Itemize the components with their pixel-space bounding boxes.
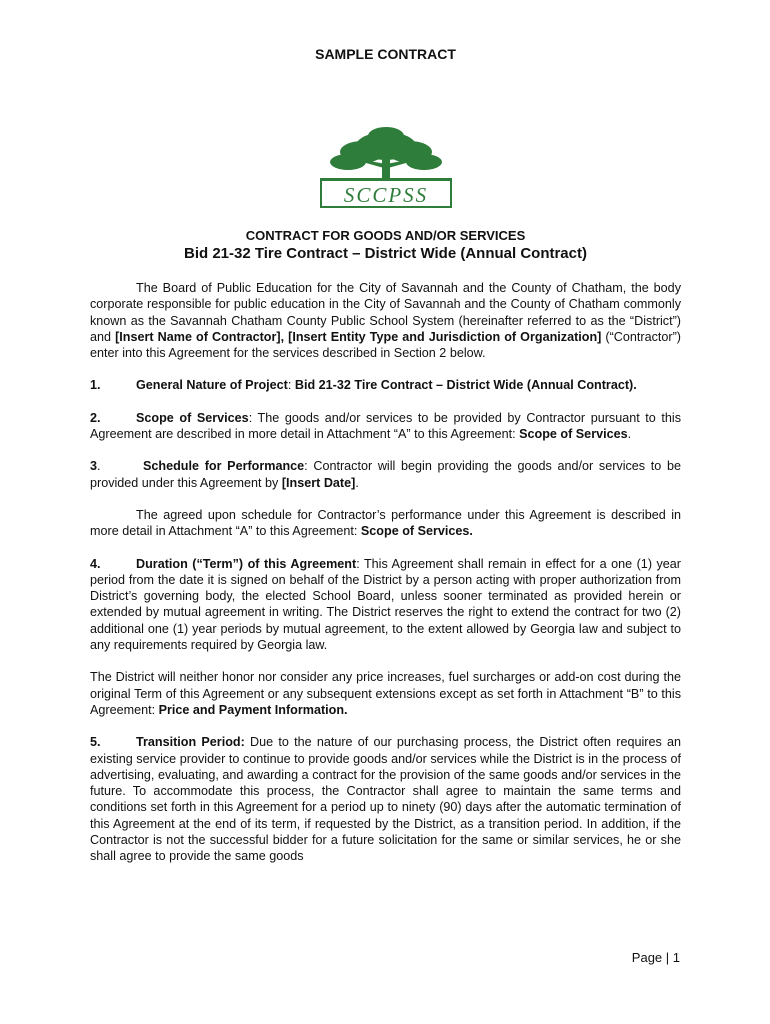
section-2: 2. Scope of Services: The goods and/or services to be provided by Contractor pursuant to this Agreement are described in more detail in Attachment “A” to this Agreement: Scope of Services. <box>90 410 681 442</box>
section-3-schedule: The agreed upon schedule for Contractor’s performance under this Agreement is described in more detail in Attachment “A” to this Agreement: Scope of Services. <box>90 507 681 539</box>
section-1: 1. General Nature of Project: Bid 21-32 Tire Contract – District Wide (Annual Contract). <box>90 378 637 393</box>
document-title: SAMPLE CONTRACT <box>315 46 456 62</box>
contract-body <box>90 280 681 881</box>
section-3: 3. Schedule for Performance: Contractor will begin providing the goods and/or services to be provided under this Agreement by [Insert Date]. <box>90 459 681 490</box>
section-4: 4. Duration (“Term”) of this Agreement: This Agreement shall remain in effect for a one (1) year period from the date it is signed on behalf of the District by a person acting with proper authorization from District’s governing body, the elected School Board, unless sooner terminated as provided herein or extended by mutual agreement in writing. The District reserves the right to extend the contract for two (2) additional one (1) year periods by mutual agreement, to the extent allowed by Georgia law and subject to any requirements required by Georgia law. <box>90 556 682 653</box>
intro-paragraph: The Board of Public Education for the City of Savannah and the County of Chatham, the body corporate responsible for public education in the City of Savannah and the County of Chatham commonly known as the Savannah Chatham County Public School System (hereinafter referred to as the “District”) and [Insert Name of Contractor], [Insert Entity Type and Jurisdiction of Organization] (“Contractor”) enter into this Agreement for the services described in Section 2 below. <box>90 281 681 361</box>
page-number: Page | 1 <box>631 950 680 965</box>
section-5: 5. Transition Period: Due to the nature of our purchasing process, the District often requires an existing service provider to continue to provide goods and/or services while the District is in the process of advertising, evaluating, and awarding a contract for the provision of the same goods and/or services in the future. To accommodate this process, the Contractor shall agree to maintain the same terms and conditions set forth in this Agreement for a period up to ninety (90) days after the automatic termination of this Agreement at the end of its term, if requested by the District, as a transition period. In addition, if the Contractor is not the successful bidder for a future solicitation for the same or similar services, he or she shall agree to provide the same goods <box>90 735 682 864</box>
bid-heading: Bid 21-32 Tire Contract – District Wide (Annual Contract) <box>184 245 587 262</box>
contract-heading: CONTRACT FOR GOODS AND/OR SERVICES <box>245 228 526 243</box>
section-4-pricing: The District will neither honor nor consider any price increases, fuel surcharges or add-on cost during the original Term of this Agreement or any subsequent extensions except as set forth in Attachment “B” to this Agreement: Price and Payment Information. <box>90 670 681 717</box>
sccpss-logo-icon <box>318 122 454 210</box>
logo-text: SCCPSS <box>343 183 429 207</box>
